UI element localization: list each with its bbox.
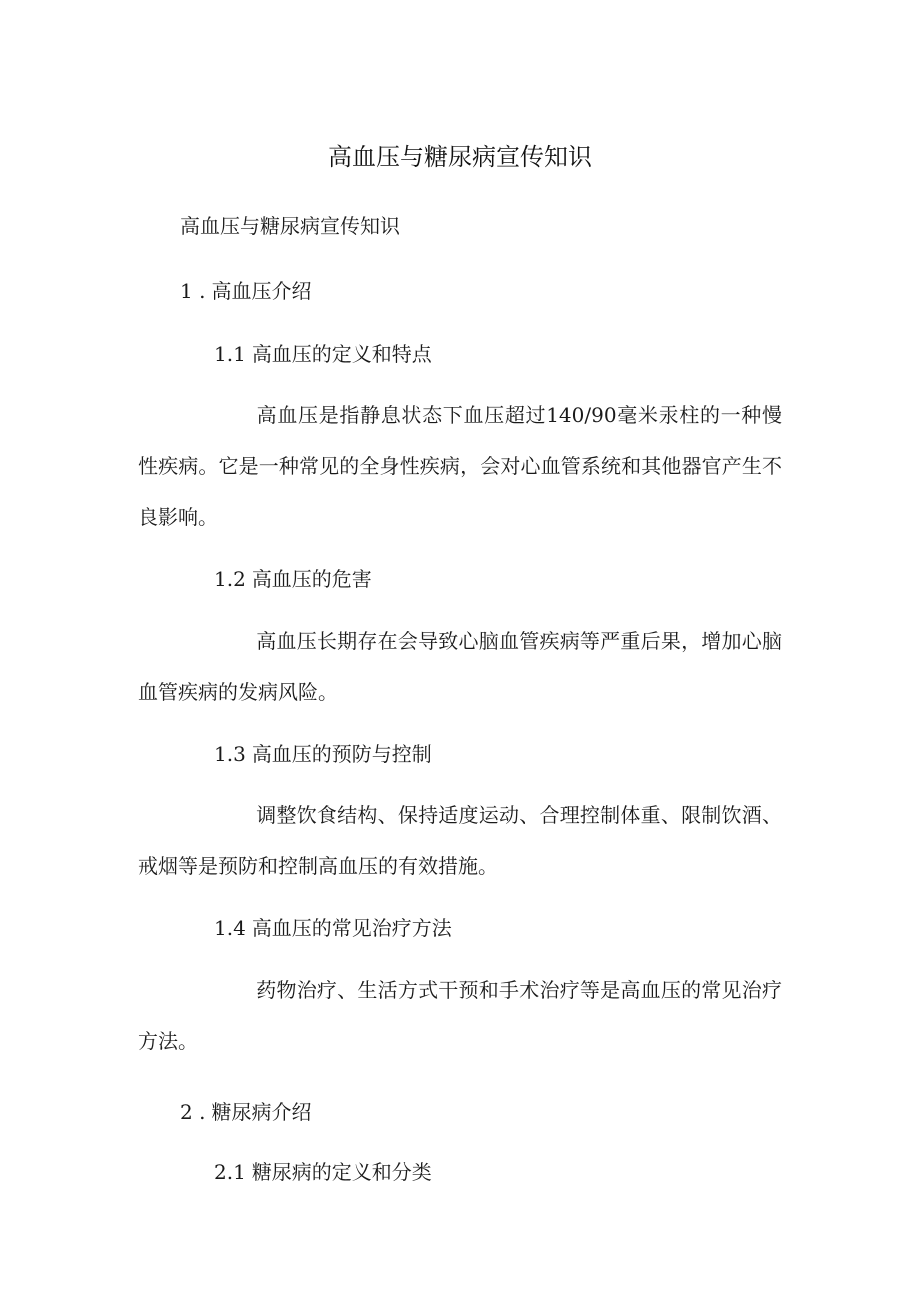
paragraph-text: 药物治疗、生活方式干预和手术治疗等是高血压的常见治疗方法。 <box>138 978 782 1053</box>
subsection-title: 高血压的定义和特点 <box>251 342 432 366</box>
subsection-number: 1.2 <box>214 567 246 591</box>
subsection-heading-1-4 <box>214 914 452 942</box>
subsection-number: 1.3 <box>214 742 246 766</box>
section-heading-2 <box>180 1098 311 1126</box>
document-title: 高血压与糖尿病宣传知识 <box>328 143 592 171</box>
section-number: 2 . <box>180 1100 206 1124</box>
section-heading-1 <box>180 277 311 305</box>
subsection-title: 高血压的危害 <box>251 567 372 591</box>
paragraph-1-2 <box>138 616 782 718</box>
subsection-heading-1-2 <box>214 565 372 593</box>
paragraph-1-1 <box>138 390 782 543</box>
paragraph-1-4 <box>138 965 782 1067</box>
section-title: 糖尿病介绍 <box>211 1100 312 1124</box>
subsection-number: 1.1 <box>214 342 246 366</box>
section-number: 1 . <box>180 279 206 303</box>
document-subtitle: 高血压与糖尿病宣传知识 <box>180 214 400 238</box>
subsection-title: 糖尿病的定义和分类 <box>251 1160 432 1184</box>
paragraph-1-3 <box>138 790 782 892</box>
section-title: 高血压介绍 <box>211 279 312 303</box>
paragraph-text: 高血压是指静息状态下血压超过140/90毫米汞柱的一种慢性疾病。它是一种常见的全身性疾病，会对心血管系统和其他器官产生不良影响。 <box>138 403 782 529</box>
subsection-heading-1-3 <box>214 740 432 768</box>
subsection-heading-2-1 <box>214 1158 432 1186</box>
subsection-title: 高血压的常见治疗方法 <box>251 916 452 940</box>
subsection-heading-1-1 <box>214 340 432 368</box>
subsection-number: 2.1 <box>214 1160 246 1184</box>
paragraph-text: 调整饮食结构、保持适度运动、合理控制体重、限制饮酒、戒烟等是预防和控制高血压的有效措施。 <box>138 803 782 878</box>
paragraph-text: 高血压长期存在会导致心脑血管疾病等严重后果，增加心脑血管疾病的发病风险。 <box>138 629 782 704</box>
subsection-number: 1.4 <box>214 916 246 940</box>
subsection-title: 高血压的预防与控制 <box>251 742 432 766</box>
